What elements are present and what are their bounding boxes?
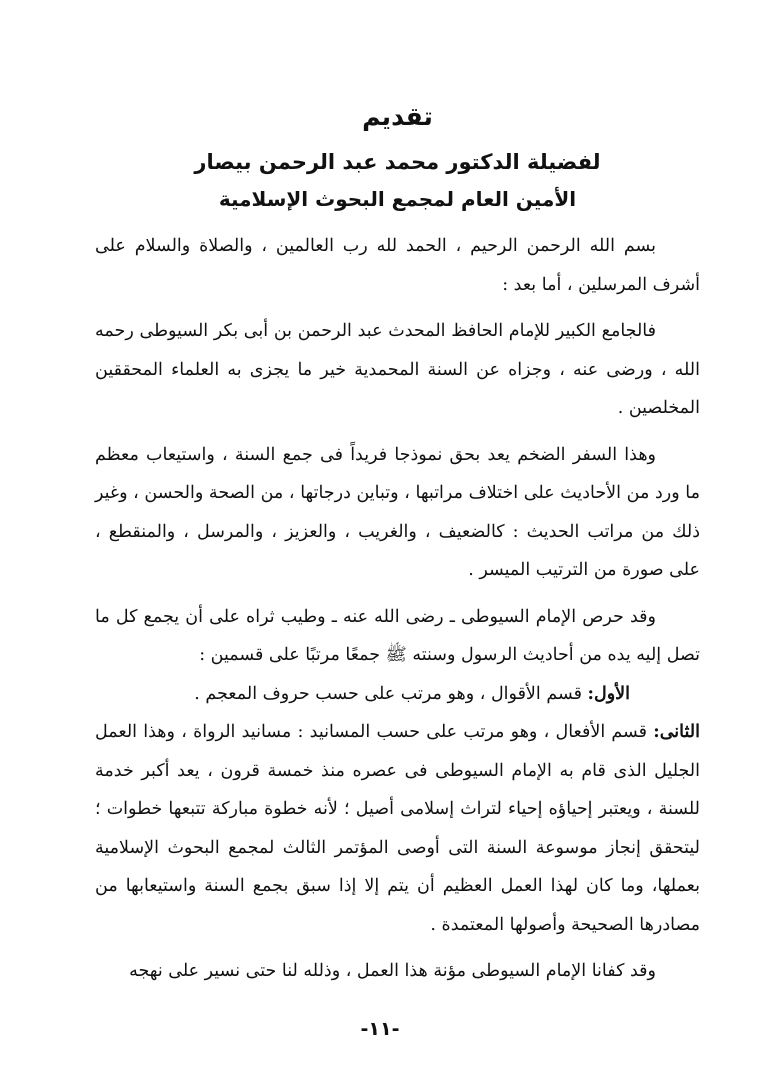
paragraph-basmala: بسم الله الرحمن الرحيم ، الحمد لله رب العالمين ، والصلاة والسلام على أشرف المرسلين ، أما بعد : [95, 236, 700, 295]
list-item-second [95, 713, 700, 944]
item-text-first: قسم الأقوال ، وهو مرتب على حسب حروف المعجم . [194, 683, 588, 704]
item-label-first: الأول: [587, 683, 630, 704]
list-item-first [95, 675, 700, 714]
paragraph-sifr: وهذا السفر الضخم يعد بحق نموذجا فريداً فى جمع السنة ، واستيعاب معظم ما ورد من الأحاديث على اختلاف مراتبها ، وتباين درجاتها ، من الصحة والحسن ، وغير ذلك من مراتب الحديث : كالضعيف ، والغريب ، والعزيز ، والمرسل ، والمنقطع ، على صورة من الترتيب الميسر . [95, 444, 700, 581]
item-label-second: الثانى: [653, 722, 700, 743]
position-line: الأمين العام لمجمع البحوث الإسلامية [218, 187, 577, 212]
author-line: لفضيلة الدكتور محمد عبد الرحمن بيصار [194, 149, 601, 174]
page-number: -١١- [360, 1018, 400, 1040]
paragraph-jami-kabir: فالجامع الكبير للإمام الحافظ المحدث عبد الرحمن بن أبى بكر السيوطى رحمه الله ، ورضى عنه ، وجزاه عن السنة المحمدية خير ما يجزى به العلماء المحققين المخلصين . [95, 321, 700, 419]
page-title: تقديم [362, 102, 433, 131]
document-page [95, 100, 700, 999]
paragraph-hirs: وقد حرص الإمام السيوطى ـ رضى الله عنه ـ وطيب ثراه على أن يجمع كل ما تصل إليه يده من أحاديث الرسول وسنته ﷺ جمعًا مرتبًا على قسمين : [95, 606, 700, 666]
paragraph-closing: وقد كفانا الإمام السيوطى مؤنة هذا العمل ، وذلله لنا حتى نسير على نهجه [129, 961, 656, 982]
item-text-second: قسم الأفعال ، وهو مرتب على حسب المسانيد : مسانيد الرواة ، وهذا العمل الجليل الذى قام به الإمام السيوطى فى عصره منذ خمسة قرون ، يعد أكبر خدمة للسنة ، ويعتبر إحياؤه إحياء لتراث إسلامى أصيل ؛ لأنه خطوة مباركة تتبعها خطوات ؛ ليتحقق إنجاز موسوعة السنة التى أوصى المؤتمر الثالث لمجمع البحوث الإسلامية بعملها، وما كان لهذا العمل العظيم أن يتم إلا إذا سبق بجمع السنة واستيعابها من مصادرها الصحيحة وأصولها المعتمدة . [95, 722, 700, 935]
